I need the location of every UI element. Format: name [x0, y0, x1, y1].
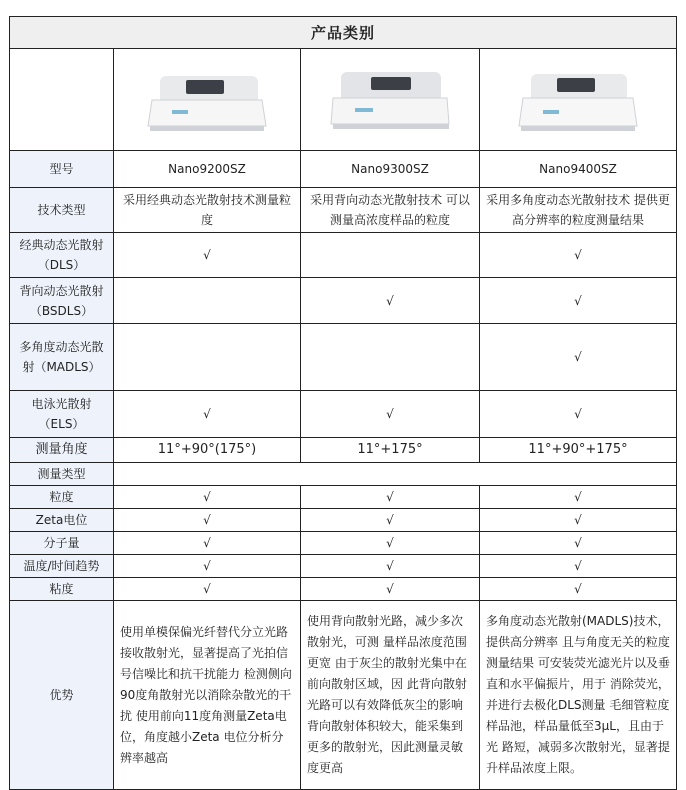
cell-mw: √	[301, 532, 480, 555]
cell-bsdls: √	[480, 278, 677, 324]
cell-dls: √	[114, 233, 301, 278]
row-label-dls: 经典动态光散射（DLS）	[10, 233, 114, 278]
cell-advantages: 使用背向散射光路，减少多次散射光，可测 量样品浓度范围更宽 由于灰尘的散射光集中在前向散射区域，因 此背向散射光路可以有效降低灰尘的影响 背向散射体积较大，能采集到更多的散射光，因此测量灵敏度更高	[301, 601, 480, 790]
row-model	[10, 151, 677, 188]
cell-madls: √	[480, 324, 677, 391]
product-image-2	[301, 49, 480, 151]
cell-trend: √	[114, 555, 301, 578]
row-label-madls: 多角度动态光散射（MADLS）	[10, 324, 114, 391]
row-angle	[10, 438, 677, 463]
cell-advantages: 多角度动态光散射(MADLS)技术，提供高分辨率 且与角度无关的粒度测量结果 可安装荧光滤光片以及垂直和水平偏振片，用于 消除荧光，并进行去极化DLS测量 毛细管粒度样品池，样品量低至3μL，且由于光 路短，减弱多次散射光，显著提升样品浓度上限。	[480, 601, 677, 790]
row-zeta	[10, 509, 677, 532]
cell-bsdls: √	[301, 278, 480, 324]
product-image-1	[114, 49, 301, 151]
table-title: 产品类别	[10, 17, 677, 49]
row-label-bsdls: 背向动态光散射（BSDLS）	[10, 278, 114, 324]
cell-madls	[114, 324, 301, 391]
row-label-els: 电泳光散射（ELS）	[10, 391, 114, 438]
cell-measure-type-empty	[114, 463, 677, 486]
row-viscosity	[10, 578, 677, 601]
cell-viscosity: √	[480, 578, 677, 601]
row-tech	[10, 188, 677, 233]
row-madls	[10, 324, 677, 391]
row-label-viscosity: 粘度	[10, 578, 114, 601]
row-bsdls	[10, 278, 677, 324]
row-advantages	[10, 601, 677, 790]
analyzer-instrument-image	[513, 60, 643, 140]
row-measure-type	[10, 463, 677, 486]
row-label-measure-type: 测量类型	[10, 463, 114, 486]
row-label-trend: 温度/时间趋势	[10, 555, 114, 578]
cell-viscosity: √	[301, 578, 480, 601]
cell-els: √	[114, 391, 301, 438]
row-label-zeta: Zeta电位	[10, 509, 114, 532]
cell-model: Nano9200SZ	[114, 151, 301, 188]
row-label-advantages: 优势	[10, 601, 114, 790]
cell-els: √	[480, 391, 677, 438]
row-label-size: 粒度	[10, 486, 114, 509]
cell-dls: √	[480, 233, 677, 278]
cell-trend: √	[301, 555, 480, 578]
cell-trend: √	[480, 555, 677, 578]
row-size	[10, 486, 677, 509]
row-els	[10, 391, 677, 438]
table-title-row	[10, 17, 677, 49]
cell-angle: 11°+175°	[301, 438, 480, 463]
cell-mw: √	[114, 532, 301, 555]
cell-mw: √	[480, 532, 677, 555]
cell-tech: 采用背向动态光散射技术 可以测量高浓度样品的粒度	[301, 188, 480, 233]
cell-tech: 采用多角度动态光散射技术 提供更高分辨率的粒度测量结果	[480, 188, 677, 233]
image-row	[10, 49, 677, 151]
cell-advantages: 使用单模保偏光纤替代分立光路接收散射光，显著提高了光拍信号信噪比和抗干扰能力 检测侧向90度角散射光以消除杂散光的干扰 使用前向11度角测量Zeta电位，角度越小Zeta 电位分析分辨率越高	[114, 601, 301, 790]
row-label-tech: 技术类型	[10, 188, 114, 233]
cell-size: √	[301, 486, 480, 509]
cell-model: Nano9300SZ	[301, 151, 480, 188]
product-comparison-table	[9, 16, 677, 790]
row-label-angle: 测量角度	[10, 438, 114, 463]
cell-angle: 11°+90°+175°	[480, 438, 677, 463]
cell-model: Nano9400SZ	[480, 151, 677, 188]
row-label-mw: 分子量	[10, 532, 114, 555]
product-table-wrapper	[9, 16, 676, 790]
product-image-3	[480, 49, 677, 151]
cell-size: √	[480, 486, 677, 509]
cell-size: √	[114, 486, 301, 509]
analyzer-instrument-image	[325, 60, 455, 140]
cell-bsdls	[114, 278, 301, 324]
analyzer-instrument-image	[142, 60, 272, 140]
row-molecular-weight	[10, 532, 677, 555]
cell-zeta: √	[301, 509, 480, 532]
cell-tech: 采用经典动态光散射技术测量粒度	[114, 188, 301, 233]
row-label-model: 型号	[10, 151, 114, 188]
image-row-label	[10, 49, 114, 151]
cell-viscosity: √	[114, 578, 301, 601]
cell-madls	[301, 324, 480, 391]
row-trend	[10, 555, 677, 578]
cell-els: √	[301, 391, 480, 438]
row-dls	[10, 233, 677, 278]
cell-angle: 11°+90°(175°)	[114, 438, 301, 463]
cell-zeta: √	[480, 509, 677, 532]
cell-zeta: √	[114, 509, 301, 532]
cell-dls	[301, 233, 480, 278]
